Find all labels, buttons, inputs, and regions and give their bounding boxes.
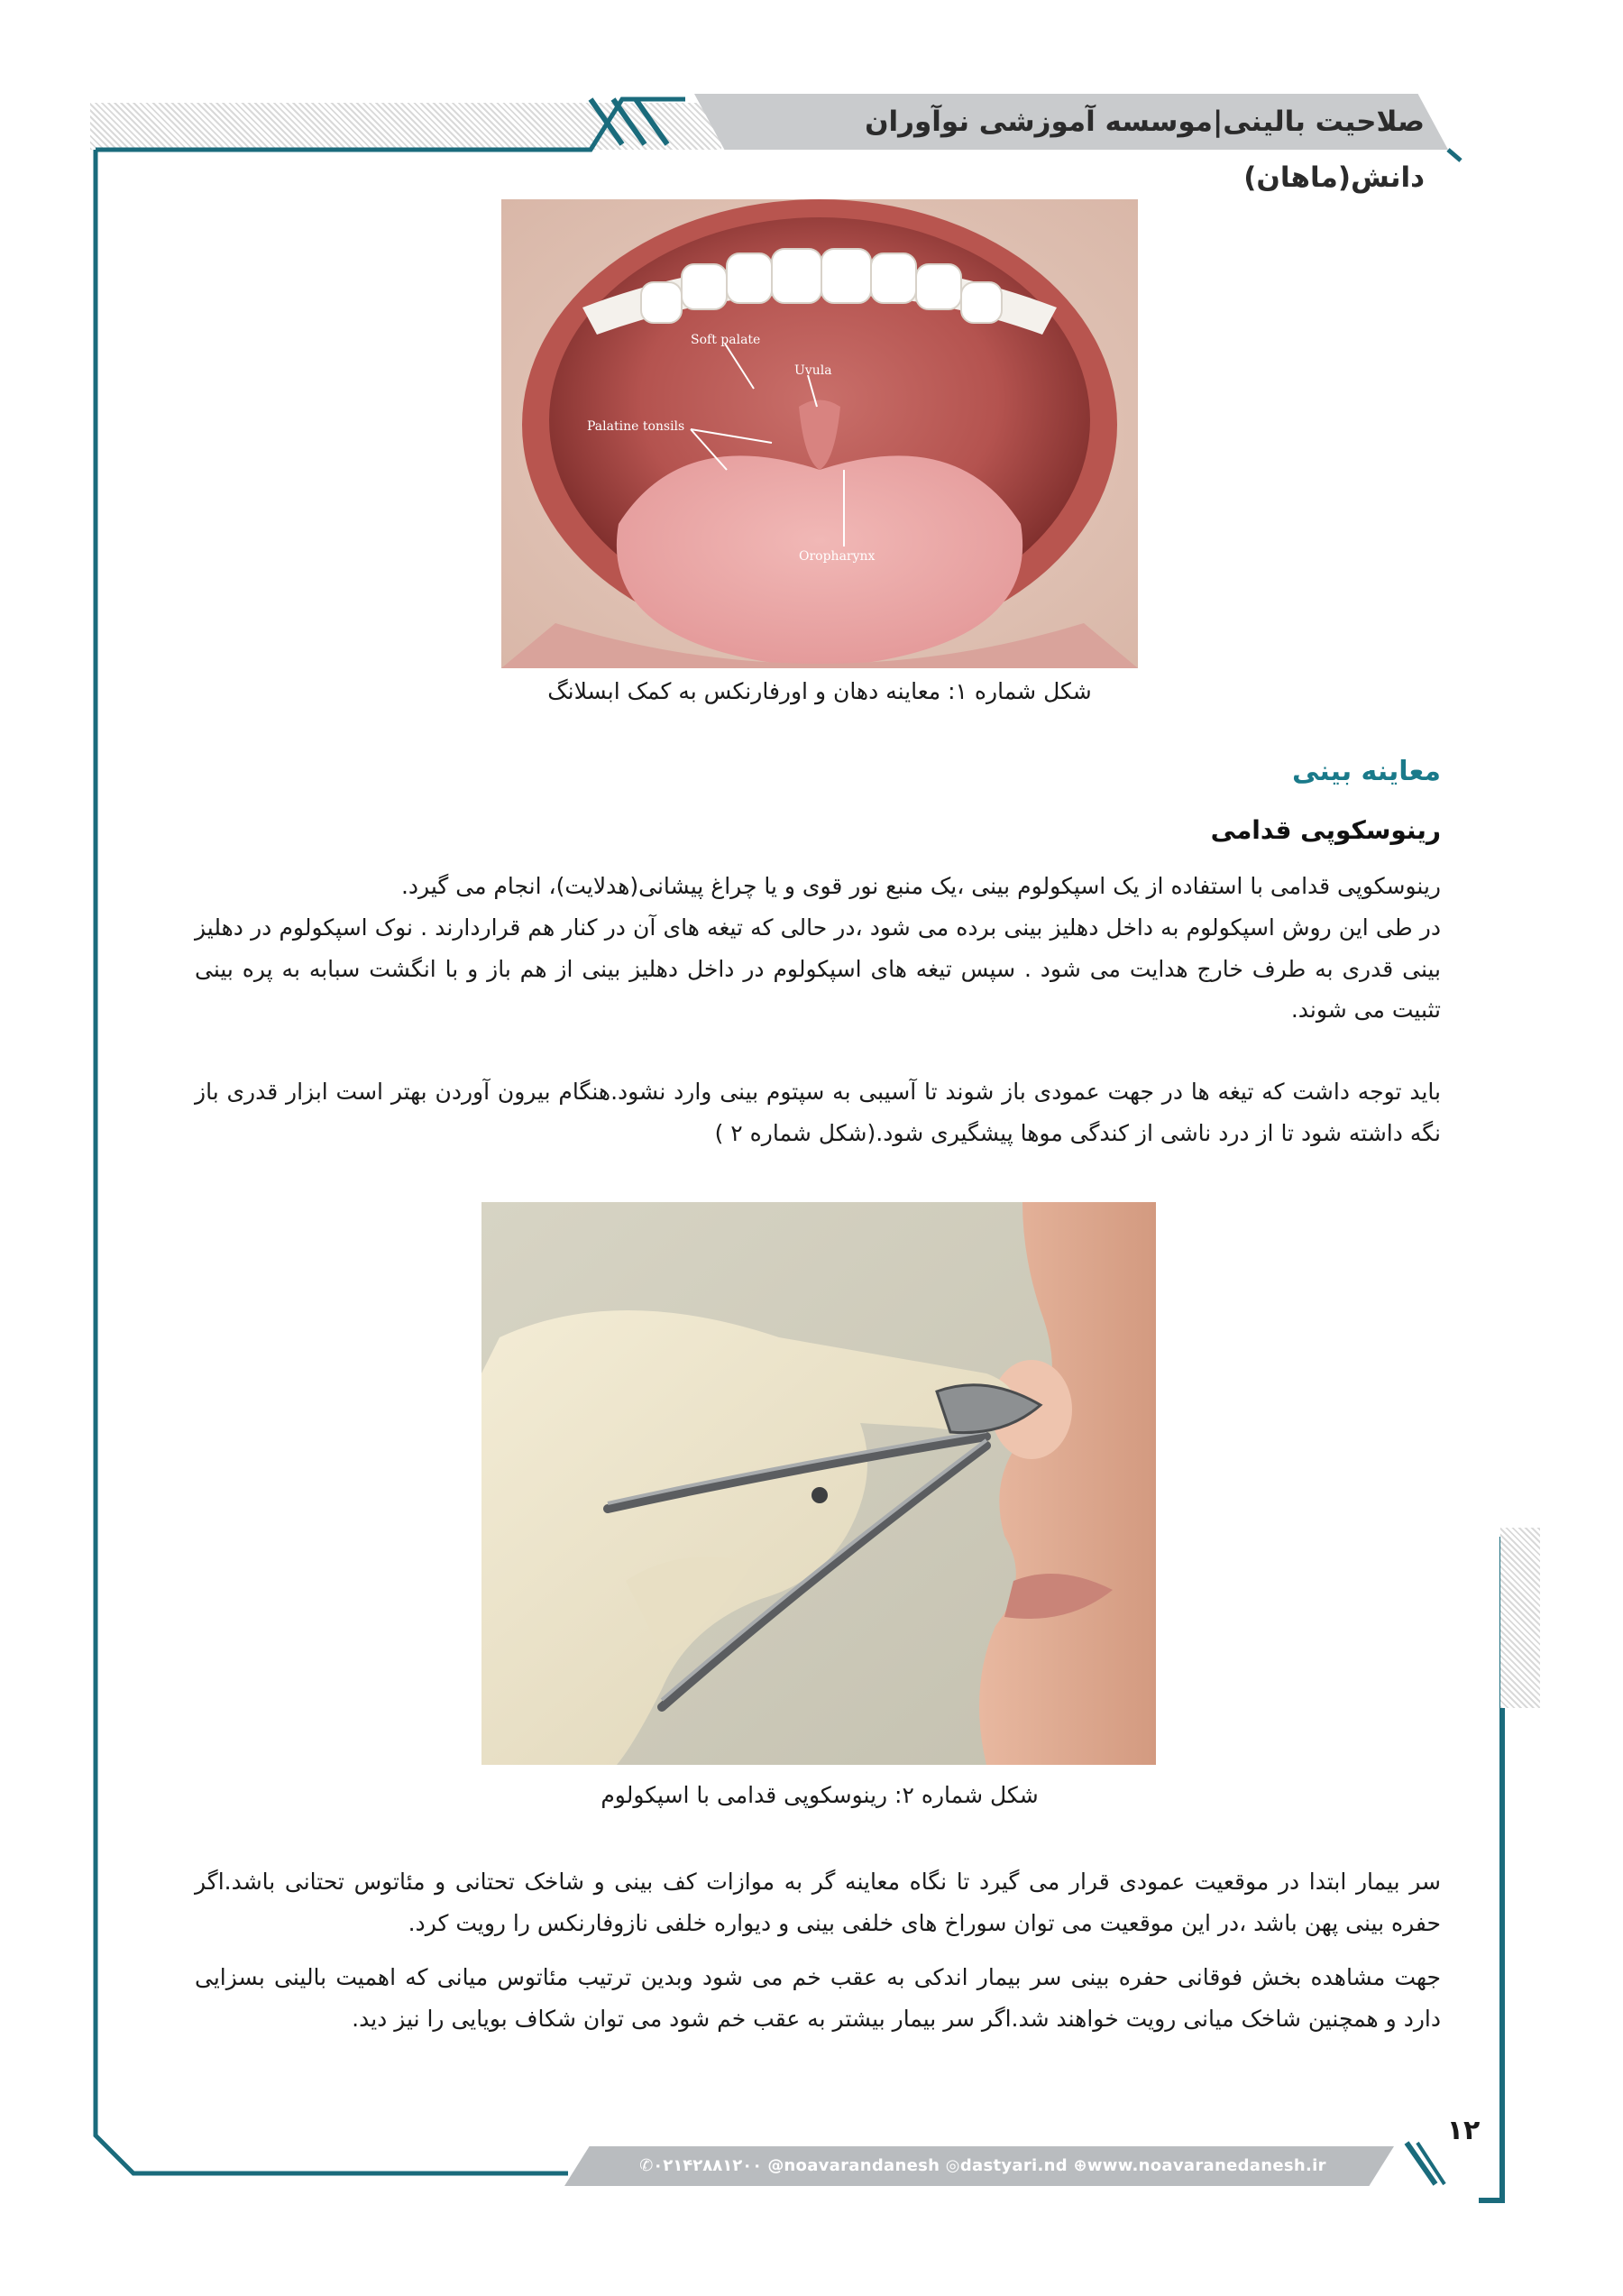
speculum-illustration (481, 1202, 1156, 1765)
label-palatine-tonsils: Palatine tonsils (587, 419, 685, 434)
header-title: صلاحیت بالینی|موسسه آموزشی نوآوران دانش(ماهان) (865, 106, 1425, 194)
section-subtitle: رینوسکوپی قدامی (1210, 815, 1441, 845)
right-hatch-decoration (1500, 1528, 1540, 1708)
paragraph-1: رینوسکوپی قدامی با استفاده از یک اسپکولوم بینی ،یک منبع نور قوی و یا چراغ پیشانی(هدلایت)، انجام می گیرد. (400, 873, 1441, 899)
figure-1-caption: شکل شماره ۱: معاینه دهان و اورفارنکس به کمک ابسلانگ (547, 678, 1092, 704)
paragraph-4: سر بیمار ابتدا در موقعیت عمودی قرار می گیرد تا نگاه معاینه گر به موازات کف بینی و شاخک تحتانی و مئاتوس تحتانی باشد.اگر حفره بینی پهن باشد ،در این موقعیت می توان سوراخ های خلفی بینی و دیواره خلفی نازوفارنکس را رویت کرد. (195, 1869, 1441, 1936)
page-number: ۱۲ (1446, 2115, 1481, 2146)
label-oropharynx: Oropharynx (799, 549, 876, 564)
label-uvula: Uvula (794, 363, 832, 378)
paragraph-3: باید توجه داشت که تیغه ها در جهت عمودی باز شوند تا آسیبی به سپتوم بینی وارد نشود.هنگام بیرون آوردن بهتر است ابزار قدری باز نگه داشته شود تا از درد ناشی از کندگی موها پیشگیری شود.(شکل شماره ۲ ) (195, 1079, 1441, 1146)
figure-2-caption: شکل شماره ۲: رینوسکوپی قدامی با اسپکولوم (601, 1782, 1039, 1808)
figure-2-speculum-image (481, 1202, 1156, 1765)
footer-contacts: ✆۰۲۱۴۲۸۸۱۲۰۰ @noavarandanesh ◎dastyari.nd ⊕www.noavaranedanesh.ir (639, 2156, 1326, 2175)
paragraph-2: در طی این روش اسپکولوم به داخل دهلیز بینی برده می شود ،در حالی که تیغه های آن در کنار هم قراردارند . نوک اسپکولوم در دهلیز بینی قدری به طرف خارج هدایت می شود . سپس تیغه های اسپکولوم در داخل دهلیز بینی از هم باز و با انگشت سبابه به پره بینی تثبیت می شوند. (195, 914, 1441, 1023)
mouth-illustration (501, 199, 1138, 668)
section-title: معاینه بینی (1291, 756, 1441, 787)
paragraph-5: جهت مشاهده بخش فوقانی حفره بینی سر بیمار اندکی به عقب خم می شود وبدین ترتیب مئاتوس میانی که اهمیت بالینی بسزایی دارد و همچنین شاخک میانی رویت خواهند شد.اگر سر بیمار بیشتر به عقب خم شود می توان شکاف بویایی را نیز دید. (195, 1964, 1441, 2032)
label-soft-palate: Soft palate (691, 333, 761, 347)
figure-1-mouth-image (501, 199, 1138, 668)
